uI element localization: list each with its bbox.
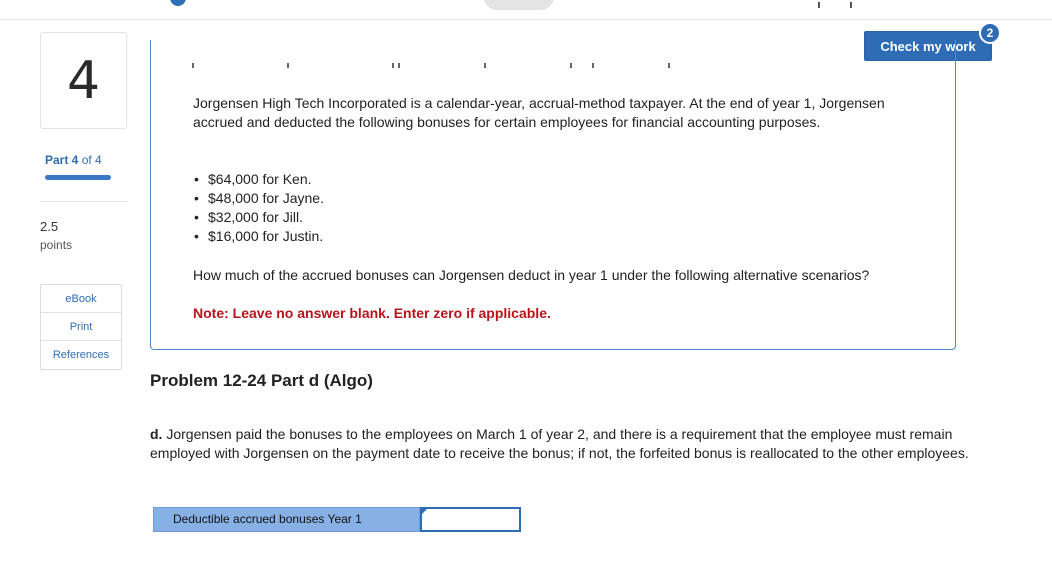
nav-tick <box>818 2 820 8</box>
part-prefix: d. <box>150 426 163 442</box>
list-item: • $32,000 for Jill. <box>193 208 324 227</box>
cropped-text-line <box>192 63 672 69</box>
question-number-box <box>40 32 127 129</box>
sidebar-divider <box>40 201 128 202</box>
question-number: 4 <box>66 50 101 111</box>
check-attempts-badge: 2 <box>979 22 1001 44</box>
list-item: • $48,000 for Jayne. <box>193 189 324 208</box>
resource-links <box>40 284 122 370</box>
answer-label: Deductible accrued bonuses Year 1 <box>153 507 420 532</box>
info-badge-cropped <box>170 0 186 6</box>
part-current: Part 4 <box>45 153 79 167</box>
list-item: • $16,000 for Justin. <box>193 227 324 246</box>
references-link[interactable]: References <box>52 349 110 361</box>
problem-question: How much of the accrued bonuses can Jorgensen deduct in year 1 under the following alternative scenarios? <box>193 267 870 283</box>
bonus-list <box>193 170 324 246</box>
deductible-bonuses-input[interactable] <box>422 509 519 530</box>
part-indicator <box>45 153 102 167</box>
points-label: points <box>40 238 73 252</box>
problem-intro: Jorgensen High Tech Incorporated is a calendar-year, accrual-method taxpayer. At the end of year 1, Jorgensen accrued and deducted the following bonuses for certain employees for financial accounting purposes. <box>193 95 885 130</box>
part-description: Jorgensen paid the bonuses to the employees on March 1 of year 2, and there is a requirement that the employee must remain employed with Jorgensen on the payment date to receive the bonus; if not, the forfeited bonus is reallocated to the other employees. <box>150 426 969 461</box>
list-item: • $64,000 for Ken. <box>193 170 324 189</box>
part-d-text <box>150 425 980 463</box>
ebook-link[interactable]: eBook <box>41 285 121 313</box>
answer-row <box>153 507 521 532</box>
part-heading: Problem 12-24 Part d (Algo) <box>150 371 373 390</box>
question-nav-pill[interactable] <box>484 0 554 10</box>
answer-note: Note: Leave no answer blank. Enter zero if applicable. <box>193 305 551 321</box>
points-value: 2.5 <box>40 219 59 234</box>
answer-cell[interactable] <box>420 507 521 532</box>
part-progress-bar <box>45 175 111 180</box>
print-link[interactable]: Print <box>41 313 121 341</box>
nav-tick <box>850 2 852 8</box>
check-my-work-button[interactable]: Check my work <box>864 31 992 61</box>
part-total: of 4 <box>81 153 102 167</box>
top-bar <box>0 0 1052 20</box>
required-marker-icon <box>421 508 428 515</box>
